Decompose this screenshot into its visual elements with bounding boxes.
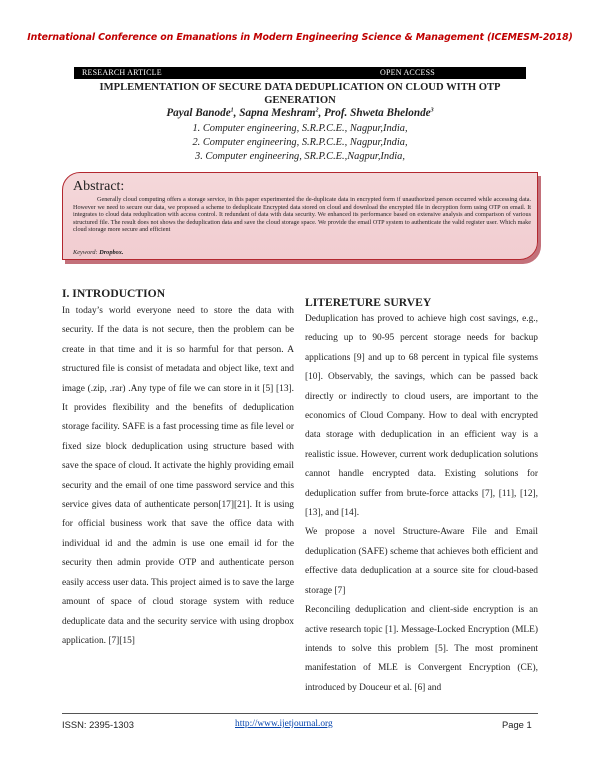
literature-survey-body — [305, 310, 538, 698]
keywords-label: Keyword: — [73, 249, 98, 256]
introduction-body — [62, 302, 294, 651]
keywords-value: Dropbox. — [99, 249, 124, 256]
conference-header: International Conference on Emanations in Modern Engineering Science & Management (ICEMESM-2018) — [27, 32, 573, 43]
literature-paragraph: We propose a novel Structure-Aware File and Email deduplication (SAFE) scheme that achieves both efficient and effective data deduplication at a source site for cloud-based storage [7] — [305, 527, 538, 596]
author-sup: 2 — [315, 107, 319, 114]
abstract-heading: Abstract: — [73, 179, 125, 194]
footer-issn: ISSN: 2395-1303 — [62, 719, 134, 730]
paper-title-line1: IMPLEMENTATION OF SECURE DATA DEDUPLICATION ON CLOUD WITH OTP — [99, 82, 501, 93]
article-type-bar — [74, 67, 526, 79]
abstract-text: Generally cloud computing offers a storage service, in this paper experimented the de-duplicate data in encrypted form if unauthorized person occurred while accessing data. However we need to secure our data, we proposed a scheme to deduplicate Encrypted data stored on cloud and download the encrypted file in decryption form using OTP on email. It integrates to cloud data reduplication with access control. It redundant of data with data security. We enhanced its performance based on extensive analysis and comparison of various structured file. The result does not shows the deduplication data and save the cloud storage space. We provide the email OTP system to authenticate the valid register user. Which make cloud storage more secure and efficient — [73, 196, 531, 234]
author-sup: 1 — [230, 107, 234, 114]
introduction-paragraph: In today’s world everyone need to store the data with security. If the data is not secure, then the problem can be create in that time and it is so harmful for that person. A structured file is consist of metadata and object like, text and image (.zip, .rar) .Any type of file we can store in it [5] [13]. It provides flexibility and the benefits of deduplication storage facility. SAFE is a fast processing time as file level or fixed size block deduplication using structure based with save the space of cloud. It activate the highly providing email security and the email of one time password service and this service gives data of authenticate person[17][21]. It is using for official business work that save the office data with individual id and the admin is use one email id for the security then admin provide OTP and authenticate person easily access user data. This project aimed is to save the large amount of space of cloud storage system with reduce deduplicate data and the security service with using dropbox application. [7][15] — [62, 306, 294, 646]
author-name: Prof. Shweta Bhelonde — [324, 107, 431, 119]
article-type-label: RESEARCH ARTICLE — [82, 68, 162, 77]
footer-divider — [62, 713, 538, 714]
author-sup: 3 — [430, 107, 434, 114]
introduction-heading: I. INTRODUCTION — [62, 287, 166, 300]
affiliation-3: 3. Computer engineering, SR.P.C.E.,Nagpur,India, — [195, 151, 405, 162]
author-list — [0, 107, 600, 119]
paper-title-line2: GENERATION — [264, 95, 336, 106]
affiliation-1: 1. Computer engineering, S.R.P.C.E., Nagpur,India, — [192, 123, 408, 134]
author-name: Payal Banode — [166, 107, 231, 119]
open-access-label: OPEN ACCESS — [380, 68, 435, 77]
literature-paragraph: Deduplication has proved to achieve high cost savings, e.g., reducing up to 90-95 percent storage needs for backup applications [9] and up to 68 percent in typical file systems [10]. Observably, the savings, which can be passed back directly or indirectly to cloud users, are important to the economics of Cloud Company. How to deal with encrypted data storage with deduplication in an efficient way is a realistic issue. However, current work deduplication solutions cannot handle encrypted data. Existing solutions for deduplication suffer from brute-force attacks [7], [11], [12], [13], and [14]. — [305, 314, 538, 519]
literature-paragraph: Reconciling deduplication and client-side encryption is an active research topic [1]. Message-Locked Encryption (MLE) intends to solve this problem [5]. The most prominent manifestation of MLE is Convergent Encryption (CE), introduced by Douceur et al. [6] and — [305, 605, 538, 693]
author-name: Sapna Meshram — [239, 107, 316, 119]
affiliation-2: 2. Computer engineering, S.R.P.C.E., Nagpur,India, — [192, 137, 408, 148]
author-sep: , — [318, 107, 325, 119]
abstract-box — [62, 172, 538, 260]
literature-survey-heading: LITERETURE SURVEY — [305, 296, 432, 309]
footer-journal-link[interactable]: http://www.ijetjournal.org — [235, 719, 333, 729]
footer-page-number: Page 1 — [502, 719, 532, 730]
keywords — [73, 249, 124, 256]
author-sep: , — [233, 107, 240, 119]
